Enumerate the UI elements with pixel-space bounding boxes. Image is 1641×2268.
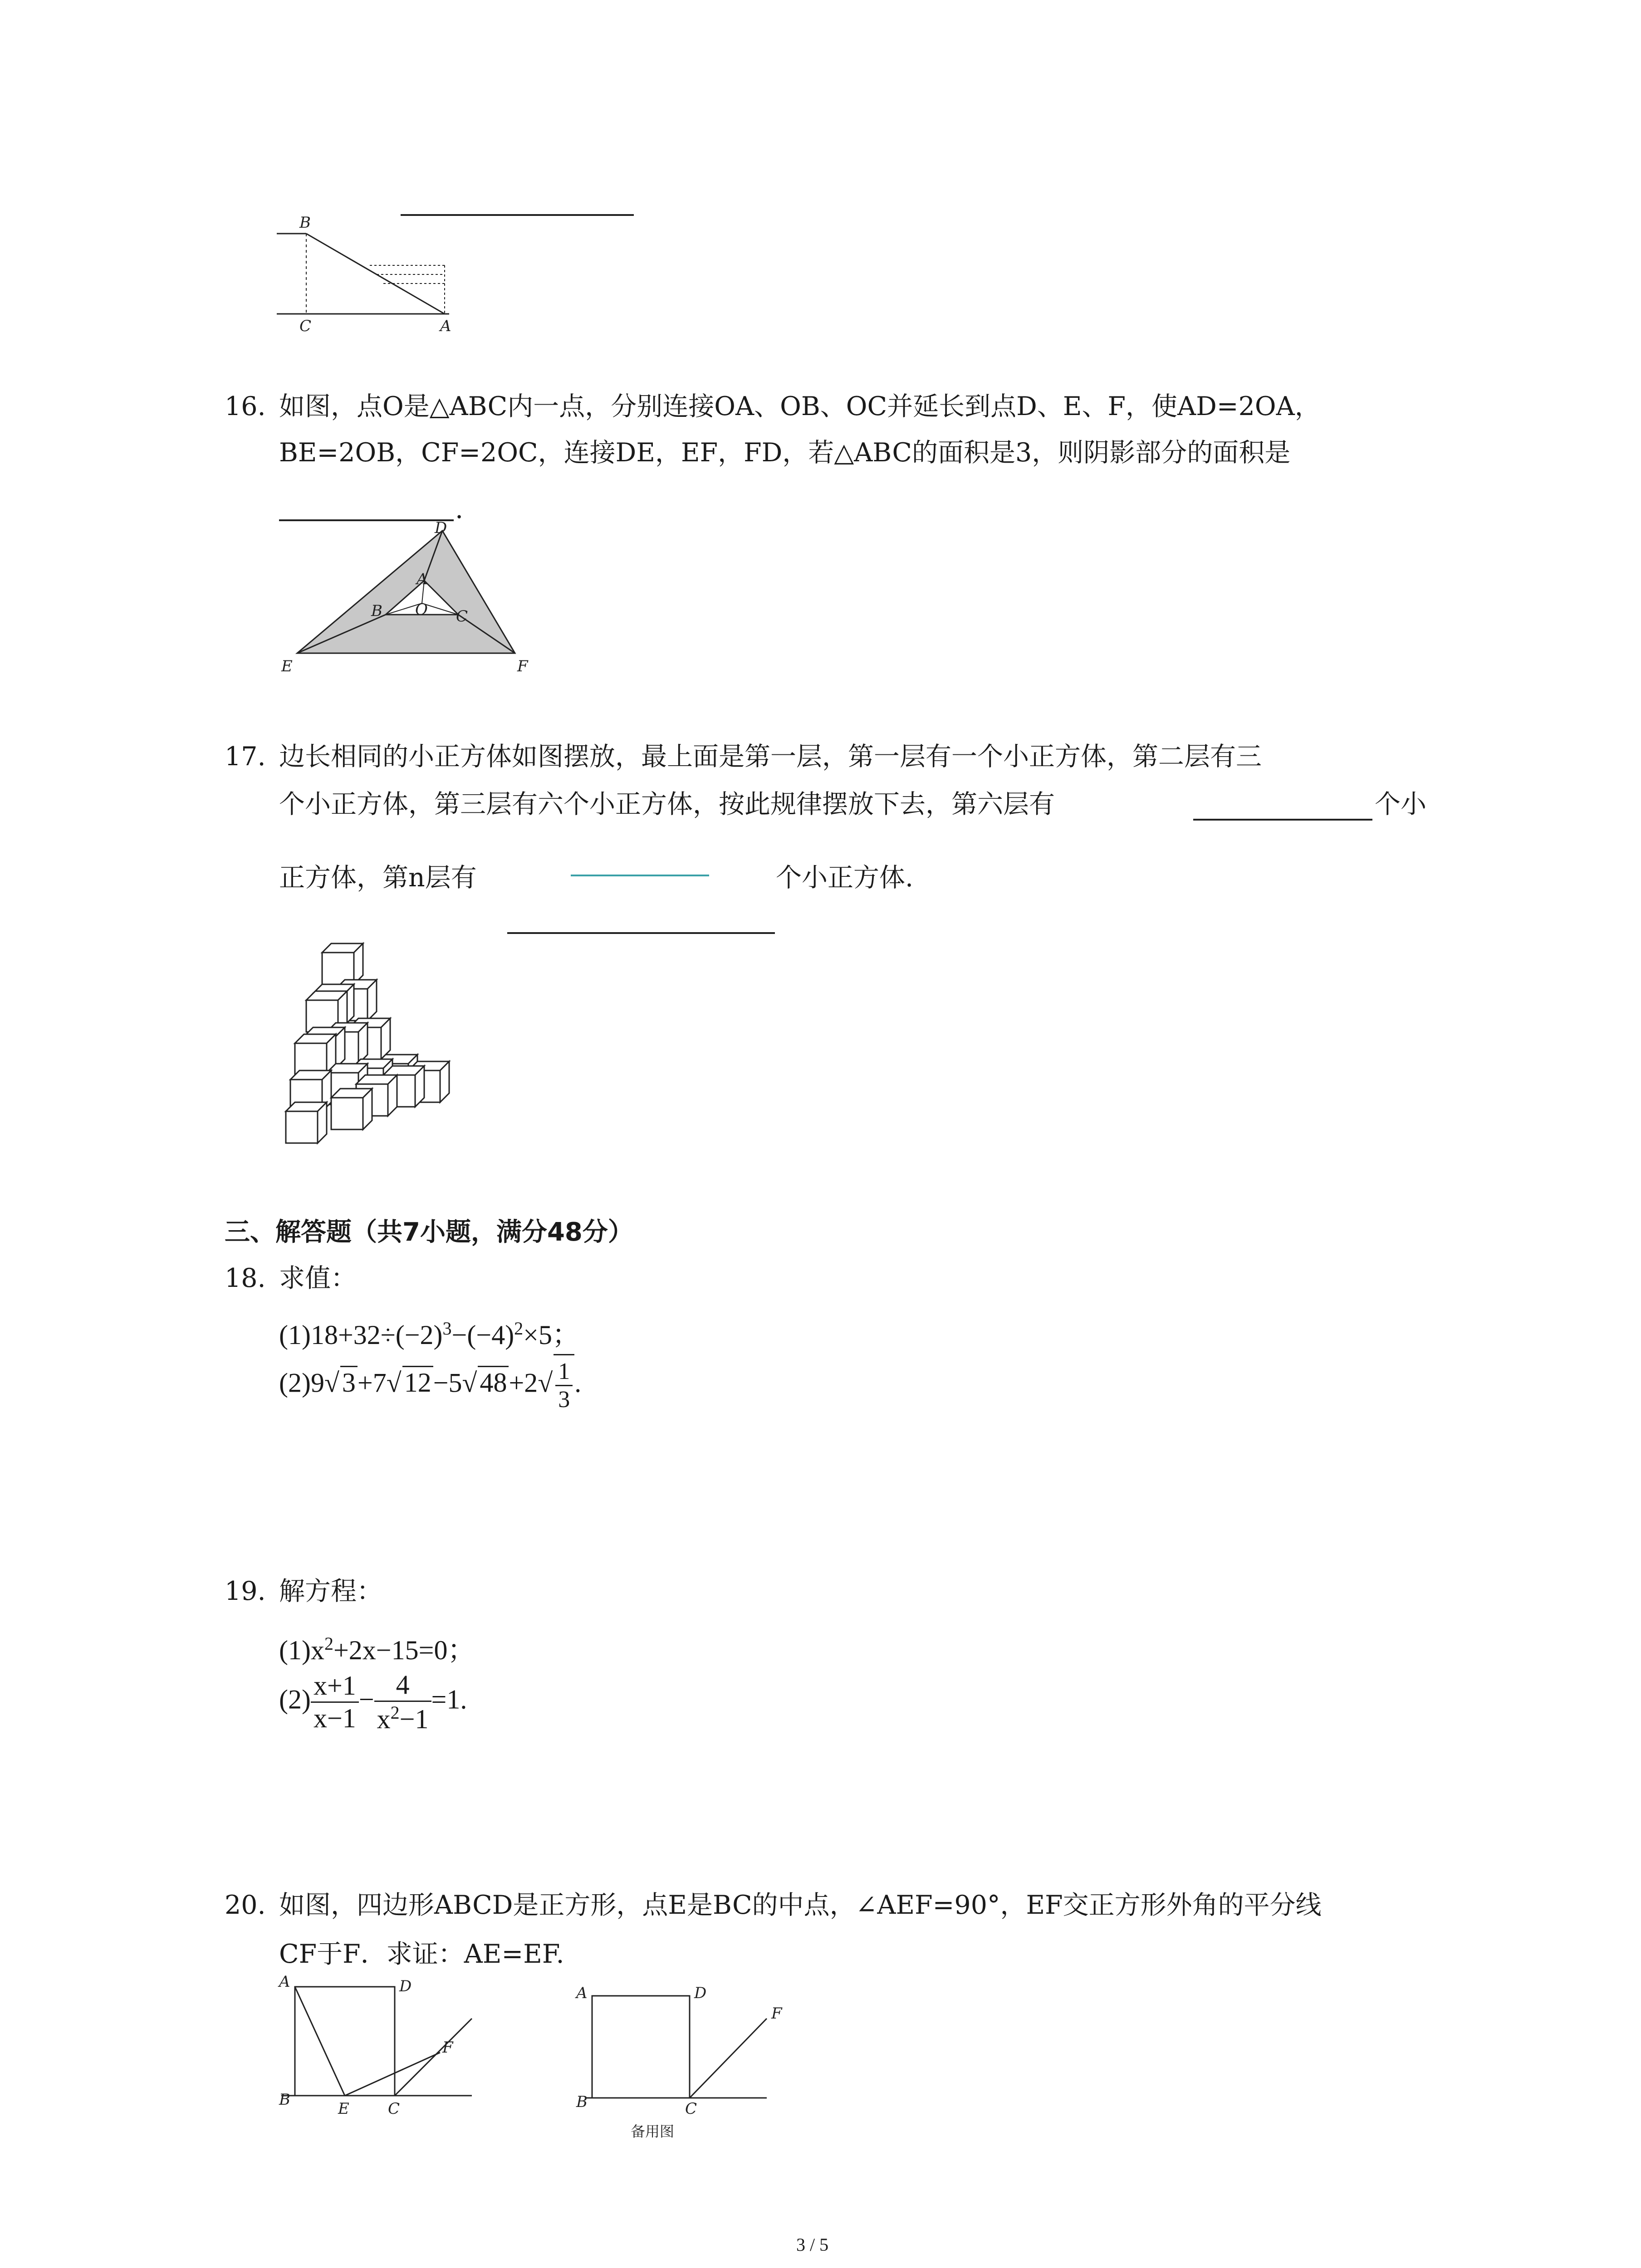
q18-part2-num: 1 (555, 1358, 573, 1386)
q18-part1-b: −(−4) (451, 1320, 514, 1350)
q19-title: 解方程： (279, 1576, 382, 1606)
q18-part1-exp2: 2 (514, 1318, 524, 1339)
q18-part2-rad1: 3 (340, 1366, 358, 1398)
q15-label-a: A (440, 317, 451, 335)
q20-fig2-label-b: B (576, 2093, 588, 2111)
q16-label-b: B (371, 602, 382, 620)
q20-fig2-label-c: C (685, 2100, 697, 2118)
q18-part1-a: (1)18+32÷(−2) (279, 1320, 443, 1350)
q20-fig2-label-d: D (694, 1984, 707, 2002)
q18-part2-rad2: 12 (402, 1366, 433, 1398)
q20-fig1-label-a: A (279, 1973, 290, 1991)
q17-blank-sixth-layer[interactable] (1193, 819, 1372, 821)
q17-blank-nth-layer[interactable] (571, 875, 709, 876)
q19-part2-label: (2) (279, 1684, 311, 1715)
q19-part1-b: +2x−15=0； (333, 1635, 475, 1665)
q19-part2 (279, 1669, 467, 1735)
q19-part2-num1: x+1 (311, 1670, 359, 1703)
q20-fig2-label-f: F (771, 2004, 782, 2023)
q18-part2-b: +7 (357, 1368, 387, 1398)
q19-number: 19. (225, 1576, 266, 1606)
q16-line1: 如图，点O是△ABC内一点，分别连接OA、OB、OC并延长到点D、E、F，使AD=2OA， (279, 391, 1321, 421)
q18-part1-exp1: 3 (442, 1318, 452, 1339)
q18-number: 18. (225, 1263, 266, 1293)
q16-end-period: . (455, 494, 464, 524)
q19-part1 (279, 1628, 475, 1667)
q16-number: 16. (225, 391, 266, 421)
q17-number: 17. (225, 742, 266, 772)
q17-line3b: 个小正方体. (776, 863, 914, 893)
q18-part2: (2)9√ 3+7√ 12−5√ 48+2√ $\frac{1}{3}$ . (279, 1354, 581, 1413)
q20-line1: 如图，四边形ABCD是正方形，点E是BC的中点，∠AEF=90°，EF交正方形外角的平分线 (279, 1890, 1322, 1920)
q17-extra-blank[interactable] (507, 932, 775, 934)
q19-part2-den2e: 2 (390, 1702, 400, 1723)
q18-part2-c: −5 (433, 1368, 462, 1398)
q17-line3a: 正方体，第n层有 (279, 863, 477, 893)
q17-line2b: 个小 (1375, 789, 1426, 819)
q17-cubes-figure (277, 934, 485, 1152)
q18-part1 (279, 1313, 579, 1352)
page-number: 3 / 5 (796, 2234, 829, 2255)
q18-part2-end: . (574, 1368, 582, 1398)
q18-part2-d: +2 (509, 1368, 538, 1398)
q19-part1-exp: 2 (324, 1633, 333, 1654)
q20-figure-backup (567, 1973, 803, 2155)
q20-fig2-label-a: A (576, 1984, 588, 2002)
q20-fig2-caption: 备用图 (631, 2123, 675, 2140)
q16-label-d: D (435, 519, 447, 537)
q20-fig1-label-d: D (399, 1977, 412, 1995)
q19-part1-a: (1)x (279, 1635, 324, 1665)
q17-line1: 边长相同的小正方体如图摆放，最上面是第一层，第一层有一个小正方体，第二层有三 (279, 742, 1262, 772)
q16-label-f: F (517, 657, 528, 675)
q16-label-c: C (456, 607, 468, 626)
q20-fig1-label-b: B (279, 2091, 290, 2109)
q17-line2a: 个小正方体，第三层有六个小正方体，按此规律摆放下去，第六层有 (279, 789, 1055, 819)
q19-part2-end: =1. (431, 1684, 467, 1715)
q15-figure (268, 209, 467, 345)
q19-part2-den2b: −1 (399, 1704, 429, 1734)
q18-part2-den: 3 (558, 1387, 570, 1413)
q20-figure-main (272, 1973, 481, 2123)
q19-part2-den1: x−1 (313, 1703, 356, 1733)
q18-part1-c: ×5； (523, 1320, 580, 1350)
q20-fig1-label-c: C (388, 2100, 400, 2118)
section3-title: 三、解答题（共7小题，满分48分） (225, 1217, 633, 1247)
q18-title: 求值： (279, 1263, 357, 1293)
q15-label-c: C (299, 317, 312, 335)
q20-fig1-label-e: E (338, 2100, 349, 2118)
q20-number: 20. (225, 1890, 266, 1920)
q18-part2-rad3: 48 (478, 1366, 509, 1398)
q19-part2-den2a: x (377, 1704, 391, 1734)
q15-label-b: B (299, 214, 311, 232)
q19-part2-num2: 4 (374, 1669, 431, 1702)
q18-part2-a: (2)9 (279, 1368, 324, 1398)
q19-part2-minus: − (358, 1684, 374, 1715)
q16-figure (272, 517, 544, 680)
q16-label-a: A (416, 570, 428, 588)
q20-fig1-label-f: F (442, 2038, 453, 2057)
q16-line2: BE=2OB，CF=2OC，连接DE，EF，FD，若△ABC的面积是3，则阴影部分的面积是 (279, 438, 1291, 468)
q16-label-e: E (281, 657, 293, 675)
q20-line2: CF于F．求证：AE=EF. (279, 1939, 564, 1969)
q16-label-o: O (415, 601, 428, 619)
